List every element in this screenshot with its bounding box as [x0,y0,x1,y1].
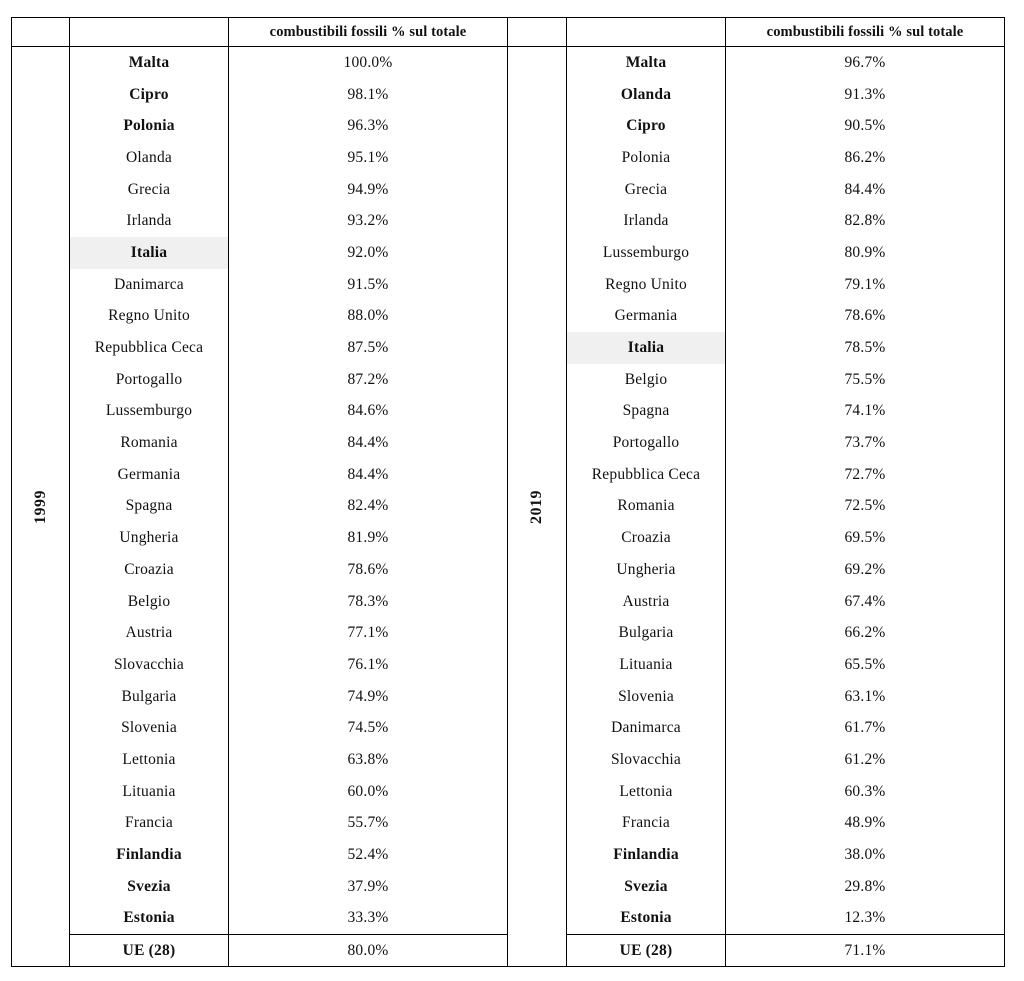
country-cell-right: Slovenia [567,681,726,713]
value-cell-right: 72.5% [726,491,1005,523]
value-cell-right: 74.1% [726,396,1005,428]
value-cell-left: 100.0% [229,47,508,79]
country-cell-right: Germania [567,301,726,333]
country-cell-left: Lituania [70,776,229,808]
country-cell-left: Francia [70,808,229,840]
country-cell-right: Polonia [567,142,726,174]
value-cell-right: 48.9% [726,808,1005,840]
country-cell-right: Estonia [567,903,726,935]
header-value-label-right: combustibili fossili % sul totale [726,18,1005,47]
header-value-label-left: combustibili fossili % sul totale [229,18,508,47]
value-cell-left: 74.9% [229,681,508,713]
country-cell-right: Repubblica Ceca [567,459,726,491]
value-cell-left: 88.0% [229,301,508,333]
year-text-right: 2019 [528,489,545,524]
country-cell-right: Belgio [567,364,726,396]
value-cell-right: 65.5% [726,649,1005,681]
value-cell-right: 12.3% [726,903,1005,935]
country-cell-right: Irlanda [567,205,726,237]
value-cell-left: 37.9% [229,871,508,903]
country-cell-left: Spagna [70,491,229,523]
value-cell-right: 29.8% [726,871,1005,903]
country-cell-left: Slovacchia [70,649,229,681]
country-cell-left: Estonia [70,903,229,935]
country-cell-right: Romania [567,491,726,523]
value-cell-right: 69.2% [726,554,1005,586]
country-cell-right: Slovacchia [567,744,726,776]
country-cell-right: Lussemburgo [567,237,726,269]
value-cell-left: 87.5% [229,332,508,364]
total-value-right: 71.1% [726,935,1005,967]
country-cell-left: Olanda [70,142,229,174]
country-cell-left: Lussemburgo [70,396,229,428]
country-cell-left: Croazia [70,554,229,586]
country-cell-left: Germania [70,459,229,491]
year-label-right [508,47,567,967]
country-cell-right: Danimarca [567,712,726,744]
value-cell-left: 76.1% [229,649,508,681]
country-cell-right: Spagna [567,396,726,428]
country-cell-left: Malta [70,47,229,79]
value-cell-right: 75.5% [726,364,1005,396]
country-cell-right: Bulgaria [567,617,726,649]
table-row [12,47,1005,79]
header-year-cell-right [508,18,567,47]
value-cell-right: 86.2% [726,142,1005,174]
value-cell-right: 63.1% [726,681,1005,713]
value-cell-left: 33.3% [229,903,508,935]
total-label-right: UE (28) [567,935,726,967]
country-cell-right: Olanda [567,79,726,111]
country-cell-left: Lettonia [70,744,229,776]
value-cell-left: 60.0% [229,776,508,808]
value-cell-left: 91.5% [229,269,508,301]
value-cell-left: 98.1% [229,79,508,111]
country-cell-left: Portogallo [70,364,229,396]
country-cell-right: Finlandia [567,839,726,871]
value-cell-right: 66.2% [726,617,1005,649]
value-cell-left: 84.4% [229,427,508,459]
country-cell-left: Grecia [70,174,229,206]
value-cell-left: 63.8% [229,744,508,776]
value-cell-left: 77.1% [229,617,508,649]
value-cell-right: 61.7% [726,712,1005,744]
country-cell-left: Austria [70,617,229,649]
value-cell-right: 69.5% [726,522,1005,554]
country-cell-right: Lituania [567,649,726,681]
country-cell-left: Ungheria [70,522,229,554]
country-cell-right: Croazia [567,522,726,554]
country-cell-left: Cipro [70,79,229,111]
value-cell-right: 61.2% [726,744,1005,776]
value-cell-right: 73.7% [726,427,1005,459]
value-cell-left: 87.2% [229,364,508,396]
header-year-cell-left [12,18,70,47]
country-cell-left: Repubblica Ceca [70,332,229,364]
country-cell-left: Polonia [70,110,229,142]
value-cell-left: 94.9% [229,174,508,206]
country-cell-left: Romania [70,427,229,459]
value-cell-left: 55.7% [229,808,508,840]
value-cell-left: 81.9% [229,522,508,554]
country-cell-left: Finlandia [70,839,229,871]
country-cell-right: Grecia [567,174,726,206]
value-cell-right: 60.3% [726,776,1005,808]
country-cell-left: Belgio [70,586,229,618]
country-cell-right: Portogallo [567,427,726,459]
value-cell-right: 67.4% [726,586,1005,618]
value-cell-left: 96.3% [229,110,508,142]
total-label-left: UE (28) [70,935,229,967]
country-cell-right: Regno Unito [567,269,726,301]
country-cell-left: Regno Unito [70,301,229,333]
table-body [12,18,1005,967]
value-cell-right: 78.6% [726,301,1005,333]
country-cell-left: Bulgaria [70,681,229,713]
country-cell-left: Irlanda [70,205,229,237]
header-country-cell-right [567,18,726,47]
country-cell-right: Lettonia [567,776,726,808]
country-cell-left: Slovenia [70,712,229,744]
value-cell-right: 96.7% [726,47,1005,79]
value-cell-right: 91.3% [726,79,1005,111]
country-cell-left: Svezia [70,871,229,903]
country-cell-right: Cipro [567,110,726,142]
value-cell-right: 90.5% [726,110,1005,142]
fossil-fuels-table [11,17,1005,967]
value-cell-left: 52.4% [229,839,508,871]
value-cell-left: 84.6% [229,396,508,428]
country-cell-right: Italia [567,332,726,364]
year-text-left: 1999 [31,489,49,524]
value-cell-left: 78.6% [229,554,508,586]
country-cell-left: Danimarca [70,269,229,301]
country-cell-right: Austria [567,586,726,618]
value-cell-right: 82.8% [726,205,1005,237]
value-cell-right: 80.9% [726,237,1005,269]
header-row [12,18,1005,47]
value-cell-right: 79.1% [726,269,1005,301]
year-label-left [12,47,70,967]
value-cell-left: 82.4% [229,491,508,523]
total-value-left: 80.0% [229,935,508,967]
country-cell-right: Francia [567,808,726,840]
value-cell-right: 84.4% [726,174,1005,206]
value-cell-right: 78.5% [726,332,1005,364]
value-cell-left: 95.1% [229,142,508,174]
value-cell-right: 72.7% [726,459,1005,491]
value-cell-left: 92.0% [229,237,508,269]
country-cell-left: Italia [70,237,229,269]
value-cell-left: 78.3% [229,586,508,618]
country-cell-right: Ungheria [567,554,726,586]
value-cell-right: 38.0% [726,839,1005,871]
country-cell-right: Svezia [567,871,726,903]
header-country-cell-left [70,18,229,47]
country-cell-right: Malta [567,47,726,79]
value-cell-left: 84.4% [229,459,508,491]
value-cell-left: 93.2% [229,205,508,237]
value-cell-left: 74.5% [229,712,508,744]
